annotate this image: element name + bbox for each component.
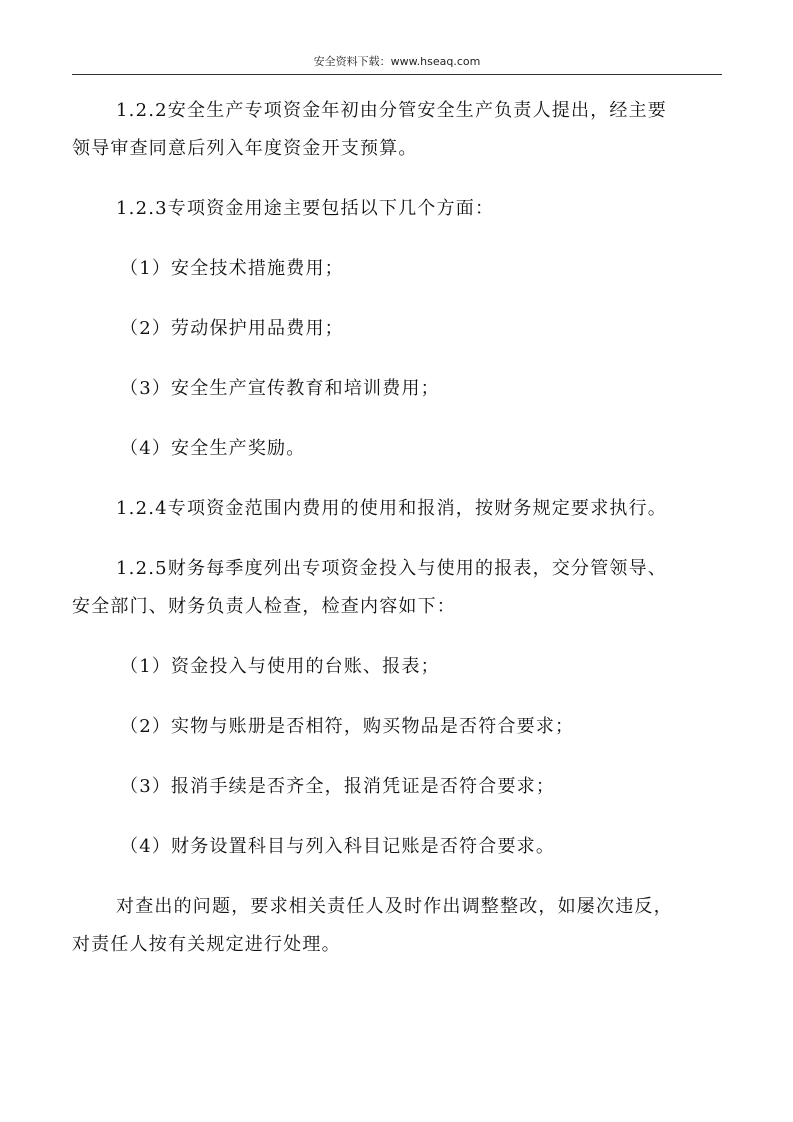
page-header: 安全资料下载：www.hseaq.com <box>313 55 481 68</box>
closing-paragraph-line-2: 对责任人按有关规定进行处理。 <box>72 934 341 955</box>
paragraph-1-2-5-line-1: 1.2.5财务每季度列出专项资金投入与使用的报表，交分管领导、 <box>116 558 667 579</box>
paragraph-1-2-3: 1.2.3专项资金用途主要包括以下几个方面： <box>116 198 495 219</box>
list-item: （1）资金投入与使用的台账、报表； <box>120 656 440 677</box>
paragraph-1-2-2-line-1: 1.2.2安全生产专项资金年初由分管安全生产负责人提出，经主要 <box>116 100 667 121</box>
closing-paragraph-line-1: 对查出的问题，要求相关责任人及时作出调整整改，如屡次违反， <box>116 896 673 917</box>
list-item: （1）安全技术措施费用； <box>120 258 344 279</box>
paragraph-1-2-4: 1.2.4专项资金范围内费用的使用和报消，按财务规定要求执行。 <box>116 498 667 519</box>
paragraph-1-2-2-line-2: 领导审查同意后列入年度资金开支预算。 <box>72 138 418 159</box>
list-item: （2）实物与账册是否相符，购买物品是否符合要求； <box>120 716 575 737</box>
list-item: （4）财务设置科目与列入科目记账是否符合要求。 <box>120 836 556 857</box>
document-body <box>72 92 722 964</box>
list-item: （3）安全生产宣传教育和培训费用； <box>120 378 440 399</box>
list-item: （3）报消手续是否齐全，报消凭证是否符合要求； <box>120 776 556 797</box>
header-divider <box>72 74 722 75</box>
paragraph-1-2-5-line-2: 安全部门、财务负责人检查，检查内容如下： <box>72 596 456 617</box>
list-item: （2）劳动保护用品费用； <box>120 318 344 339</box>
list-item: （4）安全生产奖励。 <box>120 438 306 459</box>
